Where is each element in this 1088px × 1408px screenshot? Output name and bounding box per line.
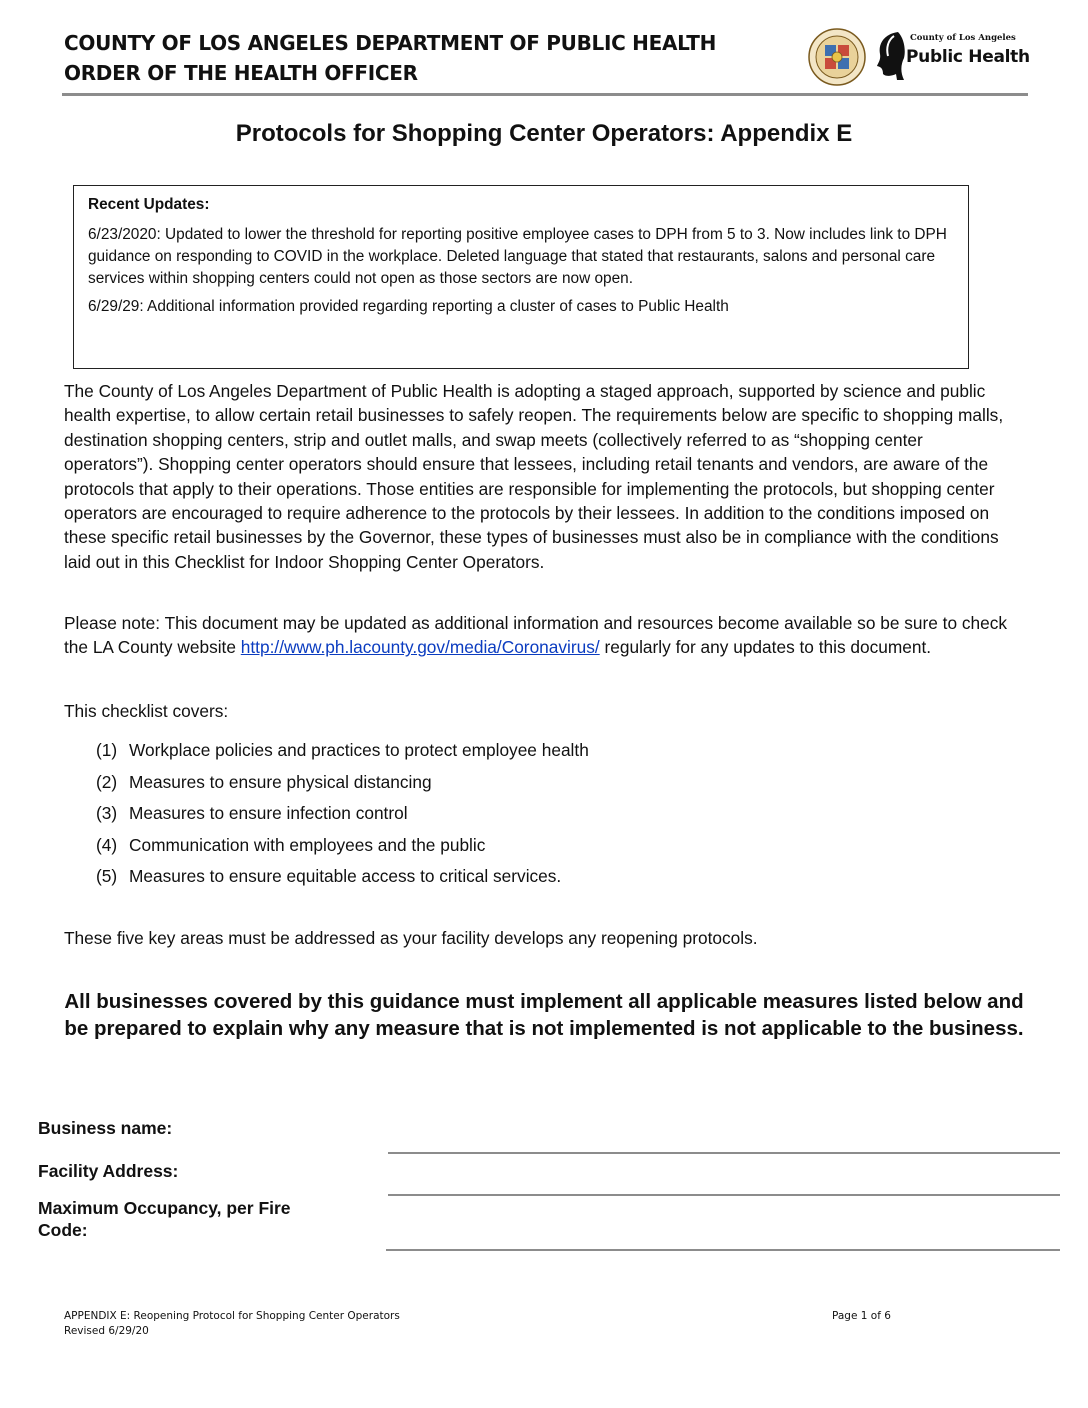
public-health-logo <box>874 30 1030 82</box>
recent-updates-box <box>73 185 969 369</box>
recent-updates-heading: Recent Updates: <box>88 196 210 213</box>
checklist-intro: This checklist covers: <box>64 701 229 721</box>
note-text-before: Please note: This document may be updated as additional information and resources become available so be sure to check the LA County website <box>64 613 1008 658</box>
list-item <box>96 830 589 862</box>
list-item-number: (1) <box>96 740 118 760</box>
update-item: 6/29/29: Additional information provided regarding reporting a cluster of cases to Public Health <box>88 298 729 315</box>
max-occupancy-label: Maximum Occupancy, per Fire Code: <box>38 1198 291 1240</box>
key-areas-text: These five key areas must be addressed as your facility develops any reopening protocols. <box>64 928 758 948</box>
facility-address-field[interactable] <box>388 1194 1060 1196</box>
page-title: Protocols for Shopping Center Operators: Appendix E <box>235 120 853 147</box>
footer-page-number: Page 1 of 6 <box>832 1310 891 1322</box>
intro-paragraph-block <box>64 379 1012 574</box>
list-item-number: (4) <box>96 834 118 855</box>
checklist <box>96 735 589 893</box>
logo-public-health-text: Public Health <box>906 47 1030 67</box>
business-name-field[interactable] <box>388 1152 1060 1154</box>
footer-revised-date: Revised 6/29/20 <box>64 1325 149 1337</box>
intro-paragraph: The County of Los Angeles Department of Public Health is adopting a staged approach, supported by science and public health expertise, to allow certain retail businesses to safely reopen. The requirements below are specific to shopping malls, destination shopping centers, strip and outlet malls, and swap meets (collectively referred to as “shopping center operators”). Shopping center operators should ensure that lessees, including retail tenants and vendors, are aware of the protocols that apply to their operations. Those entities are responsible for implementing the protocols, but shopping center operators are encouraged to require adherence to the protocols by their lessees. In addition to the conditions imposed on these specific retail businesses by the Governor, these types of businesses must also be in compliance with the conditions laid out in this Checklist for Indoor Shopping Center Operators. <box>64 381 1004 572</box>
compliance-callout: All businesses covered by this guidance must implement all applicable measures listed below and be prepared to explain why any measure that is not implemented is not applicable to the business. <box>64 990 1024 1040</box>
list-item <box>96 735 589 767</box>
list-item-text: Measures to ensure equitable access to critical services. <box>129 866 562 886</box>
update-item: 6/23/2020: Updated to lower the threshold for reporting positive employee cases to DPH from 5 to 3. Now includes link to DPH guidance on responding to COVID in the workplace. Deleted language that stated that restaurants, salons and personal care services within shopping centers could not open as those sectors are now open. <box>88 226 947 287</box>
list-item-text: Communication with employees and the public <box>129 834 486 855</box>
logo-county-text: County of Los Angeles <box>910 33 1016 43</box>
footer-doc-info <box>64 1309 400 1339</box>
list-item-text: Measures to ensure physical distancing <box>129 771 432 792</box>
document-header <box>64 28 716 88</box>
list-item <box>96 767 589 799</box>
facility-address-label: Facility Address: <box>38 1161 179 1181</box>
header-line-2: ORDER OF THE HEALTH OFFICER <box>64 61 418 85</box>
profile-silhouette-icon <box>874 30 906 82</box>
list-item-number: (2) <box>96 771 118 792</box>
county-seal-icon <box>808 28 866 86</box>
list-item-number: (3) <box>96 803 118 823</box>
list-item <box>96 861 589 893</box>
note-text-after: regularly for any updates to this document. <box>599 637 932 658</box>
coronavirus-website-link[interactable]: http://www.ph.lacounty.gov/media/Coronavirus/ <box>240 637 600 658</box>
list-item-number: (5) <box>96 866 118 886</box>
list-item-text: Measures to ensure infection control <box>129 803 408 823</box>
business-name-label: Business name: <box>38 1118 173 1138</box>
list-item-text: Workplace policies and practices to protect employee health <box>129 740 589 760</box>
footer-doc-title: APPENDIX E: Reopening Protocol for Shopping Center Operators <box>64 1310 400 1322</box>
header-line-1: COUNTY OF LOS ANGELES DEPARTMENT OF PUBLIC HEALTH <box>64 31 717 55</box>
max-occupancy-field[interactable] <box>386 1249 1060 1251</box>
list-item <box>96 798 589 830</box>
header-divider <box>62 93 1028 96</box>
note-paragraph <box>64 611 1012 660</box>
